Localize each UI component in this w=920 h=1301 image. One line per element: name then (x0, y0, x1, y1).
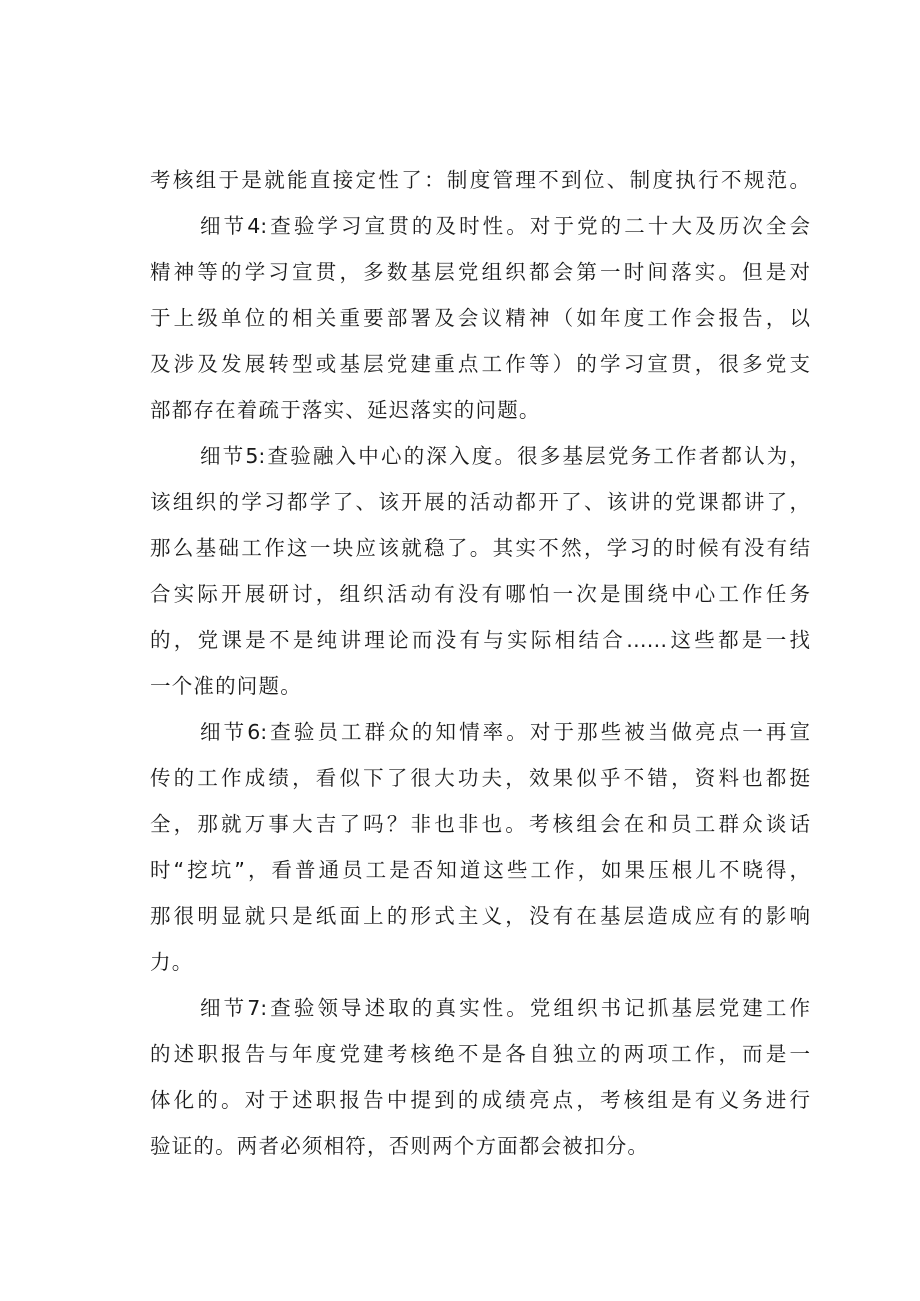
paragraph-line: 于上级单位的相关重要部署及会议精神（如年度工作会报告，以 (150, 306, 810, 330)
paragraph-line: 部都存在着疏于落实、延迟落实的问题。 (150, 398, 541, 422)
paragraph-line: 验证的。两者必须相符，否则两个方面都会被扣分。 (150, 1134, 650, 1158)
paragraph-line: 精神等的学习宣贯，多数基层党组织都会第一时间落实。但是对 (150, 260, 810, 284)
paragraph-line: 细节7:查验领导述取的真实性。党组织书记抓基层党建工作 (200, 996, 810, 1020)
paragraph-line: 的述职报告与年度党建考核绝不是各自独立的两项工作，而是一 (150, 1042, 810, 1066)
paragraph-line: 传的工作成绩，看似下了很大功夫，效果似乎不错，资料也都挺 (150, 766, 810, 790)
paragraph-line: 那么基础工作这一块应该就稳了。其实不然，学习的时候有没有结 (150, 536, 810, 560)
paragraph-line: 细节4:查验学习宣贯的及时性。对于党的二十大及历次全会 (200, 214, 810, 238)
paragraph-line: 力。 (150, 950, 194, 974)
paragraph-line: 细节5:查验融入中心的深入度。很多基层党务工作者都认为， (200, 444, 810, 468)
paragraph-line: 细节6:查验员工群众的知情率。对于那些被当做亮点一再宣 (200, 720, 810, 744)
paragraph-line: 该组织的学习都学了、该开展的活动都开了、该讲的党课都讲了， (150, 490, 810, 514)
paragraph-line: 一个准的问题。 (150, 674, 302, 698)
paragraph-line: 时“挖坑”，看普通员工是否知道这些工作，如果压根儿不晓得， (150, 858, 810, 882)
paragraph-line: 考核组于是就能直接定性了：制度管理不到位、制度执行不规范。 (150, 168, 810, 192)
paragraph-line: 的，党课是不是纯讲理论而没有与实际相结合……这些都是一找 (150, 628, 810, 652)
paragraph-line: 合实际开展研讨，组织活动有没有哪怕一次是围绕中心工作任务 (150, 582, 810, 606)
paragraph-line: 体化的。对于述职报告中提到的成绩亮点，考核组是有义务进行 (150, 1088, 810, 1112)
paragraph-line: 及涉及发展转型或基层党建重点工作等）的学习宣贯，很多党支 (150, 352, 810, 376)
paragraph-line: 那很明显就只是纸面上的形式主义，没有在基层造成应有的影响 (150, 904, 810, 928)
paragraph-line: 全，那就万事大吉了吗？非也非也。考核组会在和员工群众谈话 (150, 812, 810, 836)
